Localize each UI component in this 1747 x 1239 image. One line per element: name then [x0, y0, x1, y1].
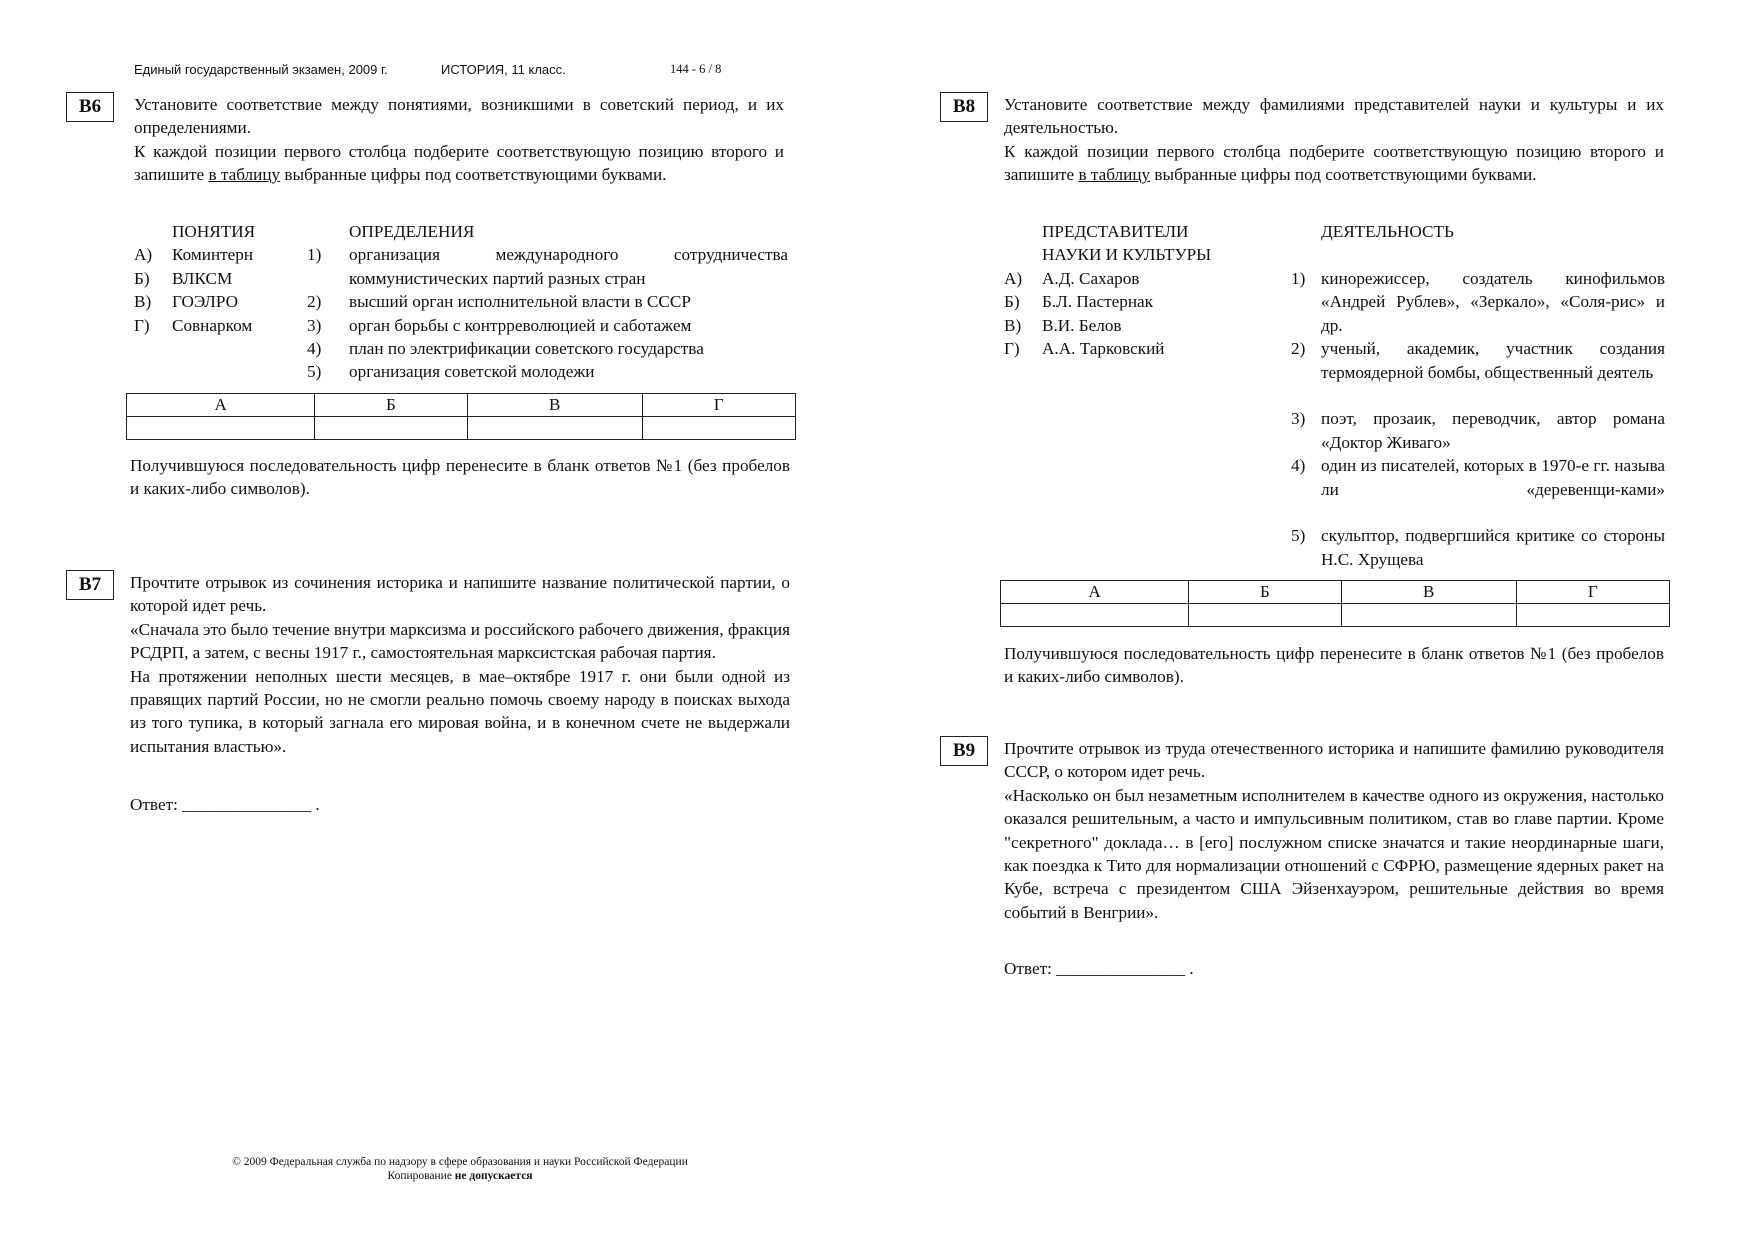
exam-title: Единый государственный экзамен, 2009 г. — [134, 62, 388, 77]
task-badge-b9: B9 — [940, 736, 988, 766]
b8-transfer-note: Получившуюся последовательность цифр перенесите в бланк ответов №1 (без пробелов и каких-либо символов). — [1004, 644, 1664, 687]
answer-cell[interactable] — [467, 417, 642, 440]
answer-cell[interactable] — [1001, 604, 1189, 627]
b9-task-text — [1004, 737, 1664, 924]
footer-copy-notice: Копирование не допускается — [387, 1170, 533, 1182]
table-header-cell: Г — [1516, 581, 1669, 604]
table-header-cell: В — [467, 394, 642, 417]
table-header-cell: В — [1341, 581, 1516, 604]
b9-quote: «Насколько он был незаметным исполнителем в качестве одного из окружения, настолько оказался решительным, а часто и импульсивным политиком, став во главе партии. Кроме "секретного" доклада… в [его] послужном списке значатся и такие неординарные шаги, как поездка к Тито для нормализации отношений с СФРЮ, размещение ядерных ракет на Кубе, встреча с президентом США Эйзенхауэром, решительные действия во время событий в Венгрии». — [1004, 785, 1664, 922]
b6-definitions-column — [307, 220, 788, 384]
list-item: 5) скульптор, подвергшийся критике со стороны Н.С. Хрущева — [1291, 526, 1665, 569]
b6-definitions-title: ОПРЕДЕЛЕНИЯ — [349, 222, 475, 241]
b8-instruction-post: выбранные цифры под соответствующими буквами. — [1150, 165, 1537, 185]
b9-task-sentence: Прочтите отрывок из труда отечественного историка и напишите фамилию руководителя СССР, о котором идет речь. — [1004, 739, 1664, 782]
b6-instruction-pre: К каждой позиции первого столбца подберите соответствующую позицию второго и запишите — [134, 141, 784, 185]
task-badge-b8: B8 — [940, 92, 988, 122]
task-badge-b6: B6 — [66, 92, 114, 122]
b7-task-text — [130, 571, 790, 758]
list-item: Б) Б.Л. Пастернак — [1004, 292, 1153, 312]
list-item: 2) высший орган исполнительной власти в СССР — [307, 292, 691, 312]
answer-cell[interactable] — [1516, 604, 1669, 627]
list-item: 4) план по электрификации советского государства — [307, 338, 704, 358]
table-header-cell: Б — [1189, 581, 1342, 604]
b8-people-title-2: НАУКИ И КУЛЬТУРЫ — [1042, 245, 1212, 265]
b6-instruction-post: выбранные цифры под соответствующими буквами. — [280, 165, 667, 185]
table-header-cell: Г — [642, 394, 795, 417]
answer-cell[interactable] — [315, 417, 468, 440]
footer-copyright: © 2009 Федеральная служба по надзору в сфере образования и науки Российской Федерации — [232, 1156, 688, 1168]
b8-table-link: в таблицу — [1078, 165, 1151, 185]
b6-concepts-title: ПОНЯТИЯ — [172, 222, 256, 241]
subject-label: ИСТОРИЯ, 11 класс. — [441, 62, 566, 77]
b6-answer-table — [126, 393, 796, 440]
b8-people-column — [1004, 220, 1264, 360]
list-item: 1) кинорежиссер, создатель кинофильмов «Андрей Рублев», «Зеркало», «Соля-рис» и др. — [1291, 269, 1665, 335]
task-badge-b7: B7 — [66, 570, 114, 600]
answer-cell[interactable] — [127, 417, 315, 440]
answer-cell[interactable] — [642, 417, 795, 440]
b6-task-text — [134, 93, 784, 187]
b8-answer-table — [1000, 580, 1670, 627]
b6-task-sentence: Установите соответствие между понятиями, возникшими в советский период, и их определениями. — [134, 95, 784, 138]
b6-concepts-column — [134, 220, 284, 337]
b7-quote-part2: На протяжении неполных шести месяцев, в мае–октябре 1917 г. они были одной из правящих партий России, но не смогли реально помочь своему народу в поисках выхода из того тупика, в который загнала его мировая война, и в конечном счете не выдержали испытания властью». — [130, 666, 790, 756]
table-header-cell: А — [127, 394, 315, 417]
list-item: 3) поэт, прозаик, переводчик, автор романа «Доктор Живаго» — [1291, 409, 1665, 452]
answer-cell[interactable] — [1341, 604, 1516, 627]
list-item: Г) А.А. Тарковский — [1004, 338, 1165, 358]
table-header-cell: Б — [315, 394, 468, 417]
list-item: 2) ученый, академик, участник создания термоядерной бомбы, общественный деятель — [1291, 339, 1665, 382]
page-number: 144 - 6 / 8 — [670, 62, 722, 76]
b7-task-sentence: Прочтите отрывок из сочинения историка и напишите название политической партии, о которой идет речь. — [130, 573, 790, 616]
b8-people-title: ПРЕДСТАВИТЕЛИ — [1042, 222, 1189, 241]
list-item: Б) ВЛКСМ — [134, 268, 233, 288]
answer-cell[interactable] — [1189, 604, 1342, 627]
list-item: 1) организация международного сотрудничества — [307, 245, 788, 265]
b9-answer-line[interactable]: Ответ: _______________ . — [1004, 959, 1194, 978]
b6-transfer-note: Получившуюся последовательность цифр перенесите в бланк ответов №1 (без пробелов и каких-либо символов). — [130, 456, 790, 499]
list-item: В) ГОЭЛРО — [134, 292, 239, 312]
list-item: Г) Совнарком — [134, 315, 253, 335]
b8-instruction-pre: К каждой позиции первого столбца подберите соответствующую позицию второго и запишите — [1004, 141, 1664, 185]
table-header-cell: А — [1001, 581, 1189, 604]
b7-quote-part1: «Сначала это было течение внутри марксизма и российского рабочего движения, фракция РСДРП, а затем, с весны 1917 г., самостоятельная марксистская рабочая партия. — [130, 619, 790, 663]
list-item: 3) орган борьбы с контрреволюцией и саботажем — [307, 315, 692, 335]
list-item: 4) один из писателей, которых в 1970-е гг. называли «деревенщи-ками» — [1291, 456, 1665, 499]
b8-activity-column — [1291, 267, 1665, 571]
list-item: А) Коминтерн — [134, 245, 254, 265]
b8-task-sentence: Установите соответствие между фамилиями представителей науки и культуры и их деятельностью. — [1004, 95, 1664, 138]
b7-answer-line[interactable]: Ответ: _______________ . — [130, 795, 320, 814]
b8-task-text — [1004, 93, 1664, 187]
list-item: А) А.Д. Сахаров — [1004, 268, 1140, 288]
list-item: В) В.И. Белов — [1004, 315, 1122, 335]
b6-table-link: в таблицу — [208, 165, 281, 185]
list-item: коммунистических партий разных стран — [349, 268, 646, 288]
b8-activity-title: ДЕЯТЕЛЬНОСТЬ — [1321, 222, 1454, 241]
list-item: 5) организация советской молодежи — [307, 362, 595, 382]
